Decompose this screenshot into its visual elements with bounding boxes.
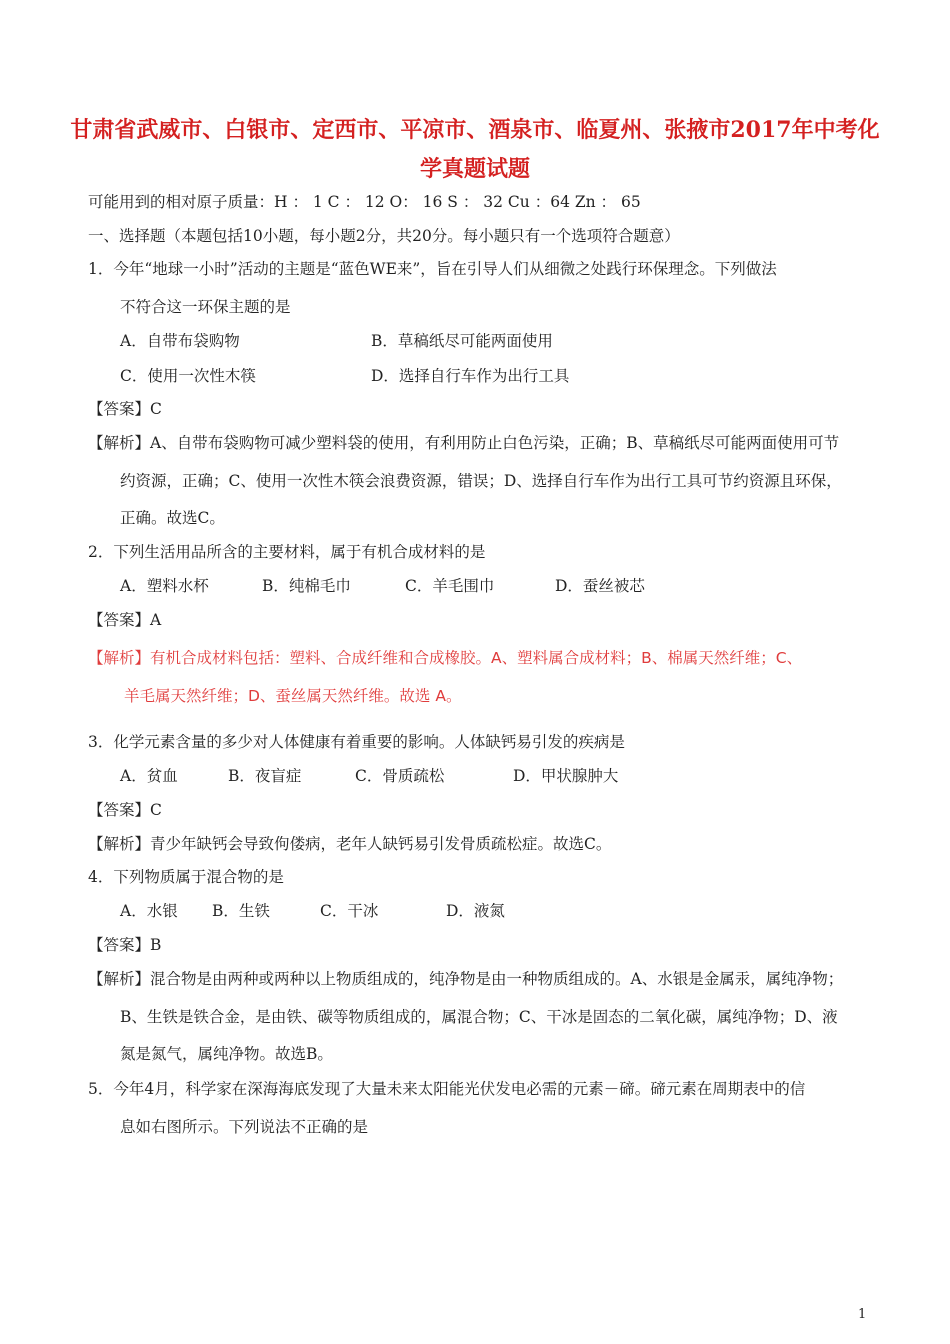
- q4-explanation-line-3: 氮是氮气，属纯净物。故选B。: [120, 1045, 333, 1063]
- q2-option-c: C．羊毛围巾: [405, 577, 495, 595]
- atomic-masses: 可能用到的相对原子质量：H ： 1 C ： 12 O： 16 S ： 32 Cu ：64 Zn ： 65: [88, 193, 641, 211]
- q2-option-d: D．蚕丝被芯: [555, 577, 645, 595]
- q3-option-c: C．骨质疏松: [355, 767, 445, 785]
- q4-answer: 【答案】B: [88, 936, 162, 954]
- page-number: 1: [858, 1307, 867, 1322]
- q2-answer: 【答案】A: [88, 611, 162, 629]
- section-header: 一、选择题（本题包括10小题，每小题2分，共20分。每小题只有一个选项符合题意）: [88, 227, 680, 245]
- q1-option-b: B．草稿纸尽可能两面使用: [371, 332, 553, 350]
- q1-explanation-line-1: 【解析】A、自带布袋购物可减少塑料袋的使用，有利用防止白色污染，正确；B、草稿纸尽可能两面使用可节: [88, 434, 840, 452]
- q1-stem-line-2: 不符合这一环保主题的是: [120, 298, 291, 316]
- q2-option-b: B．纯棉毛巾: [262, 577, 351, 595]
- q2-explanation-line-1: 【解析】有机合成材料包括：塑料、合成纤维和合成橡胶。A、塑料属合成材料；B、棉属天然纤维；C、: [88, 649, 803, 667]
- q2-explanation-line-2: 羊毛属天然纤维；D、蚕丝属天然纤维。故选 A。: [124, 687, 462, 705]
- q4-option-b: B．生铁: [212, 902, 270, 920]
- q5-stem-line-1: 5．今年4月，科学家在深海海底发现了大量未来太阳能光伏发电必需的元素－碲。碲元素在周期表中的信: [88, 1080, 806, 1098]
- q2-stem: 2．下列生活用品所含的主要材料，属于有机合成材料的是: [88, 543, 486, 561]
- q3-stem: 3．化学元素含量的多少对人体健康有着重要的影响。人体缺钙易引发的疾病是: [88, 733, 625, 751]
- q1-explanation-line-3: 正确。故选C。: [120, 509, 225, 527]
- q1-option-a: A．自带布袋购物: [120, 332, 240, 350]
- q4-stem: 4．下列物质属于混合物的是: [88, 868, 284, 886]
- q3-answer: 【答案】C: [88, 801, 162, 819]
- q2-option-a: A．塑料水杯: [120, 577, 209, 595]
- q5-stem-line-2: 息如右图所示。下列说法不正确的是: [120, 1118, 369, 1136]
- q4-option-a: A．水银: [120, 902, 178, 920]
- q1-stem-line-1: 1．今年“地球一小时”活动的主题是“蓝色WE来”，旨在引导人们从细微之处践行环保理念。下列做法: [88, 260, 777, 278]
- q4-explanation-line-1: 【解析】混合物是由两种或两种以上物质组成的，纯净物是由一种物质组成的。A、水银是金属汞，属纯净物；: [88, 970, 844, 988]
- document-title-line-2: 学真题试题: [419, 156, 530, 182]
- q4-explanation-line-2: B、生铁是铁合金，是由铁、碳等物质组成的，属混合物；C、干冰是固态的二氧化碳，属纯净物；D、液: [120, 1008, 838, 1026]
- q1-option-c: C．使用一次性木筷: [120, 367, 256, 385]
- q1-explanation-line-2: 约资源，正确；C、使用一次性木筷会浪费资源，错误；D、选择自行车作为出行工具可节约资源且环保，: [120, 472, 842, 490]
- q3-option-d: D．甲状腺肿大: [513, 767, 619, 785]
- q3-option-b: B．夜盲症: [228, 767, 302, 785]
- q4-option-c: C．干冰: [320, 902, 379, 920]
- q1-answer: 【答案】C: [88, 400, 162, 418]
- document-title-line-1: 甘肃省武威市、白银市、定西市、平凉市、酒泉市、临夏州、张掖市2017年中考化: [70, 117, 880, 143]
- q1-option-d: D．选择自行车作为出行工具: [371, 367, 570, 385]
- q3-explanation: 【解析】青少年缺钙会导致佝偻病，老年人缺钙易引发骨质疏松症。故选C。: [88, 835, 612, 853]
- q3-option-a: A．贫血: [120, 767, 178, 785]
- q4-option-d: D．液氮: [446, 902, 505, 920]
